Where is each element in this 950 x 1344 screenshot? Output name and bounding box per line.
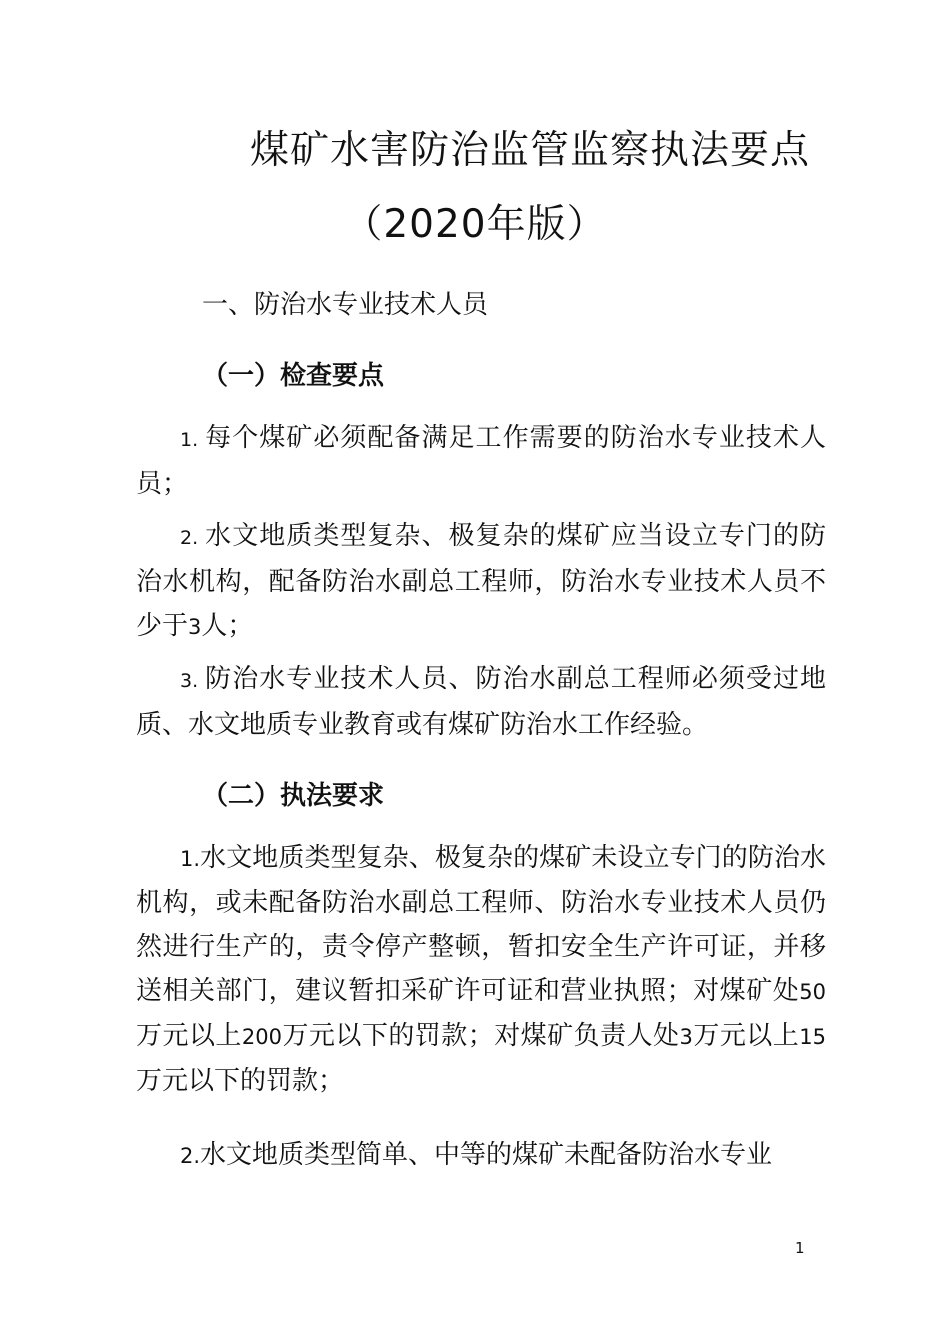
item-number: 3.: [180, 670, 199, 692]
enforcement-item-1: [136, 836, 826, 1103]
item-number: 1.: [180, 429, 199, 451]
item-text: 水文地质类型复杂、极复杂的煤矿应当设立专门的防治水机构，配备防治水副总工程师，防治水专业技术人员不少于: [136, 521, 826, 641]
document-title: 煤矿水害防治监管监察执法要点: [249, 128, 810, 173]
page-number: 1: [795, 1239, 805, 1257]
item-inline-number: 3: [679, 1025, 693, 1049]
item-text: 水文地质类型简单、中等的煤矿未配备防治水专业: [200, 1140, 773, 1170]
inspection-item-2: [136, 514, 826, 649]
document-subtitle: （2020年版）: [343, 202, 607, 247]
item-text: 每个煤矿必须配备满足工作需要的防治水专业技术人员；: [136, 423, 826, 499]
item-number: 2.: [180, 1144, 201, 1168]
enforcement-item-2: [136, 1133, 826, 1178]
item-inline-number: 3: [188, 615, 202, 639]
item-number: 1.: [180, 847, 201, 871]
subsection-heading-inspection-points: （一）检查要点: [202, 361, 385, 391]
item-inline-number: 200: [241, 1025, 282, 1049]
item-text: 万元以上: [136, 1021, 242, 1051]
inspection-item-3: [136, 657, 826, 747]
item-number: 2.: [180, 527, 199, 549]
inspection-item-1: [136, 416, 826, 506]
item-text: 人；: [201, 611, 254, 641]
item-inline-number: 15: [799, 1025, 826, 1049]
item-text: 万元以下的罚款；对煤矿负责人处: [281, 1021, 680, 1051]
item-inline-number: 50: [799, 980, 826, 1004]
item-text: 万元以下的罚款；: [136, 1066, 345, 1096]
item-text: 万元以上: [692, 1021, 800, 1051]
section-heading-1: 一、防治水专业技术人员: [202, 290, 489, 320]
item-text: 水文地质类型复杂、极复杂的煤矿未设立专门的防治水机构，或未配备防治水副总工程师、防治水专业技术人员仍然进行生产的，责令停产整顿，暂扣安全生产许可证，并移送相关部门，建议暂扣采矿许可证和营业执照；对煤矿处: [136, 843, 826, 1006]
item-text: 防治水专业技术人员、防治水副总工程师必须受过地质、水文地质专业教育或有煤矿防治水工作经验。: [136, 664, 826, 740]
subsection-heading-enforcement-requirements: （二）执法要求: [202, 781, 385, 811]
